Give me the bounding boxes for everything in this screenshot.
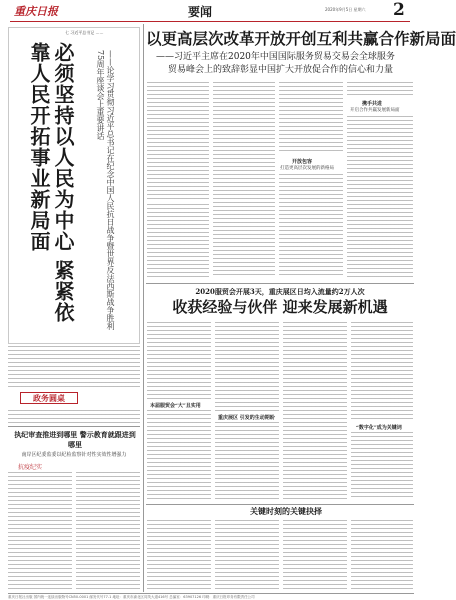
second-story-body-col-4b <box>351 432 413 500</box>
footer-imprint: 重庆日报社出版 国内统一连续出版物号CN50-0001 邮发代号77-1 地址：重庆市渝北区同茂大道416号 总编室：63907126 印刷：重庆日报印务有限责任公司 <box>8 595 255 599</box>
top-story-body-col-2 <box>213 82 275 278</box>
second-story-headline: 收获经验与伙伴 迎来发展新机遇 <box>172 298 388 316</box>
page-number: 2 <box>393 0 405 20</box>
column-divider <box>8 426 140 427</box>
newspaper-logo: 重庆日报 <box>14 5 58 18</box>
top-story-right-title: 携手共进 <box>362 101 383 107</box>
second-story-body-col-1b <box>147 410 211 500</box>
issue-date: 2020年9月5日 星期六 <box>325 7 366 12</box>
second-story-kicker: 2020服贸会开展3天，重庆展区日均入流量约2万人次 <box>195 287 365 296</box>
second-story-inner-head-1: 本届服贸会“大”且实用 <box>150 403 201 409</box>
bottom-story-body-col-1 <box>147 520 211 590</box>
top-story-body-col-1b <box>147 204 209 278</box>
left-feature-body-text <box>8 346 140 390</box>
second-story-inner-head-2: 重庆展区 引发的生动期盼 <box>218 415 275 421</box>
column-headline: 执纪审查推进到哪里 警示教育就跟进到哪里 <box>14 430 136 449</box>
top-story-headline: 以更高层次改革开放开创互利共赢合作新局面 <box>146 29 456 48</box>
section-name: 要闻 <box>188 5 213 19</box>
masthead-rule <box>10 21 410 22</box>
top-story-subtitle-center-2: 打造更高层次发展的新格局 <box>280 166 334 171</box>
column-intro-text <box>8 410 140 424</box>
second-story-body-col-3 <box>283 322 347 500</box>
top-story-subhead-2: 贸易峰会上的致辞彰显中国扩大开放促合作的信心和力量 <box>168 65 394 75</box>
top-story-bottom-rule <box>146 283 414 284</box>
top-story-body-col-1 <box>147 82 209 200</box>
footer-rule <box>8 593 414 594</box>
bottom-story-headline: 关键时刻的关键抉择 <box>250 506 322 516</box>
column-sub-tag: 抗疫纪实 <box>18 464 43 471</box>
column-subhead: 南岸区纪委监委以纪检监察针对性实效性增强力 <box>21 452 127 458</box>
column-body-text-1 <box>8 472 72 592</box>
top-story-body-col-3 <box>279 82 343 154</box>
top-story-body-col-4 <box>347 82 413 98</box>
masthead <box>0 0 417 22</box>
left-feature-small-title: 七 习近平总书记 …… <box>65 30 104 35</box>
left-feature-subhead: ——论学习贯彻习近平总书记在纪念中国人民抗日战争暨世界反法西斯战争胜利75周年座谈会上重要讲话 <box>96 50 115 330</box>
column-body-text-2 <box>76 472 140 592</box>
bottom-story-body-col-2 <box>215 520 279 590</box>
column-tag <box>20 392 78 404</box>
bottom-story-body-col-4 <box>351 520 413 590</box>
bottom-story-body-col-3 <box>283 520 347 590</box>
second-story-body-col-2 <box>215 322 279 412</box>
second-story-inner-head-3: “数字化”成为关键词 <box>356 425 402 431</box>
second-story-body-col-2b <box>215 422 279 500</box>
column-tag-label: 政务圆桌 <box>33 393 65 403</box>
top-story-body-col-4b <box>347 116 413 278</box>
second-story-bottom-rule <box>146 504 414 505</box>
top-story-subhead-1: ——习近平主席在2020年中国国际服务贸易交易会全球服务 <box>156 52 395 62</box>
second-story-body-col-1 <box>147 322 211 400</box>
top-story-subtitle-center: 开放包容 <box>292 159 313 165</box>
left-column-separator <box>143 24 144 592</box>
left-feature-box <box>8 27 140 344</box>
second-story-body-col-4 <box>351 322 413 422</box>
top-story-right-sub: 开启合作共赢发展新局面 <box>350 108 400 113</box>
left-feature-headline: 必须坚持以人民为中心 紧紧依靠人民开拓事业新局面 <box>27 42 75 323</box>
top-story-body-col-3b <box>279 174 343 278</box>
